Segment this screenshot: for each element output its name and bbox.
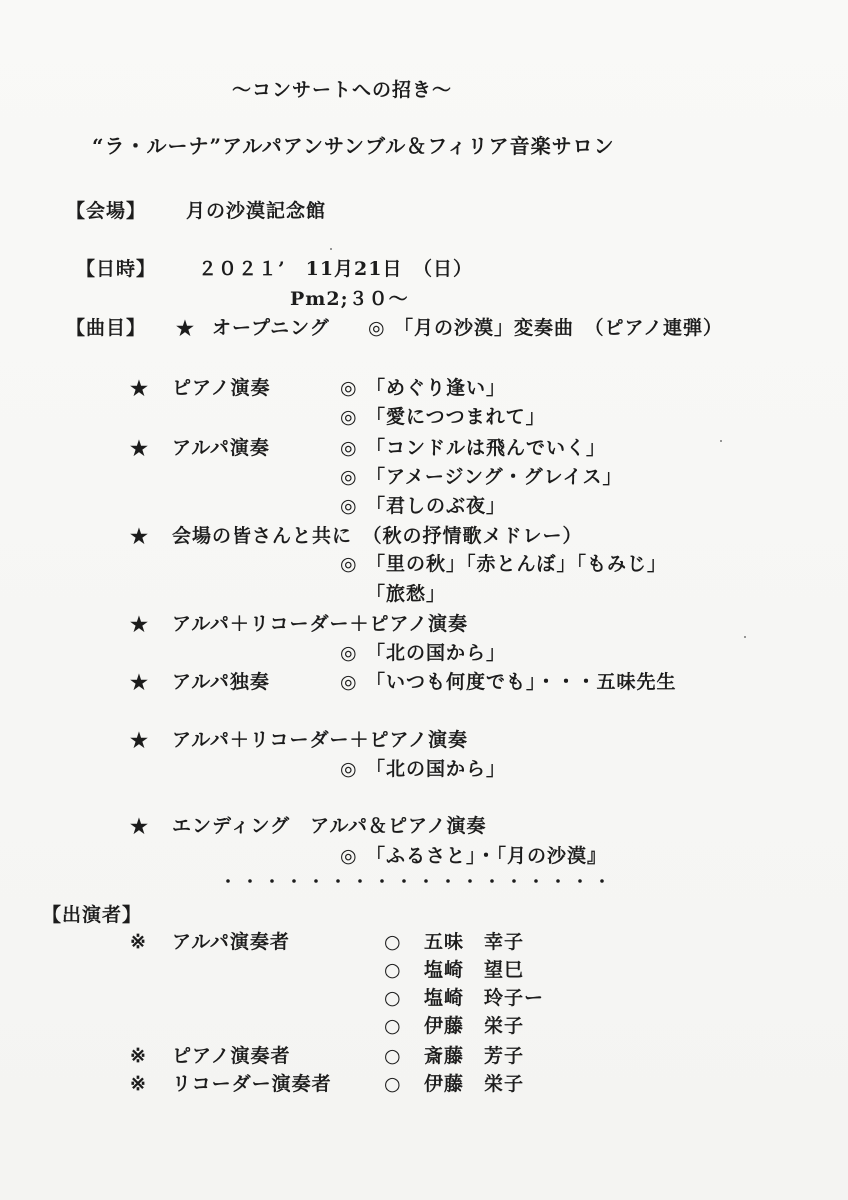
double-circle-icon: ◎ bbox=[340, 437, 358, 459]
arpa-performer-1: 五味 幸子 bbox=[424, 931, 525, 953]
datetime-date: ２０２１’ 11月21日 （日） bbox=[198, 258, 473, 280]
arpa-title: アルパ演奏 bbox=[172, 437, 270, 459]
arpa-song-1: 「コンドルは飛んでいく」 bbox=[366, 437, 607, 459]
circle-icon: ○ bbox=[384, 959, 402, 981]
venue-label: 【会場】 bbox=[66, 200, 147, 222]
trio1-song: 「北の国から」 bbox=[366, 642, 507, 664]
arpa-role: アルパ演奏者 bbox=[172, 931, 290, 953]
performers-label: 【出演者】 bbox=[42, 904, 143, 926]
circle-icon: ○ bbox=[384, 987, 402, 1009]
opening-title: オープニング bbox=[212, 317, 330, 339]
ending-song: 「ふるさと」・「月の沙漠』 bbox=[366, 845, 608, 867]
piano-title: ピアノ演奏 bbox=[172, 377, 271, 399]
solo-title: アルパ独奏 bbox=[172, 671, 270, 693]
arpa-song-2: 「アメージング・グレイス」 bbox=[366, 466, 623, 488]
star-icon: ★ bbox=[130, 670, 149, 694]
double-circle-icon: ◎ bbox=[340, 466, 358, 488]
scan-speck bbox=[330, 248, 332, 250]
double-circle-icon: ◎ bbox=[340, 406, 358, 428]
star-icon: ★ bbox=[130, 376, 149, 400]
double-circle-icon: ◎ bbox=[340, 845, 358, 867]
double-circle-icon: ◎ bbox=[340, 377, 358, 399]
datetime-label: 【日時】 bbox=[76, 258, 157, 280]
star-icon: ★ bbox=[130, 612, 149, 636]
circle-icon: ○ bbox=[384, 931, 402, 953]
double-circle-icon: ◎ bbox=[340, 758, 358, 780]
circle-icon: ○ bbox=[384, 1015, 402, 1037]
star-icon: ★ bbox=[130, 524, 149, 548]
solo-song: 「いつも何度でも」・・・五味先生 bbox=[366, 671, 677, 693]
arpa-performer-3: 塩崎 玲子ー bbox=[424, 987, 545, 1009]
recorder-performer: 伊藤 栄子 bbox=[424, 1073, 525, 1095]
star-icon: ★ bbox=[130, 436, 149, 460]
double-circle-icon: ◎ bbox=[340, 495, 358, 517]
piano-song-2: 「愛につつまれて」 bbox=[366, 406, 546, 428]
piano-song-1: 「めぐり逢い」 bbox=[366, 377, 507, 399]
scan-speck bbox=[720, 440, 722, 442]
reference-mark-icon: ※ bbox=[130, 1045, 147, 1067]
arpa-song-3: 「君しのぶ夜」 bbox=[366, 495, 507, 517]
opening-song: 「月の沙漠」変奏曲 （ピアノ連弾） bbox=[394, 317, 723, 339]
together-songs: 「里の秋」「赤とんぼ」「もみじ」 bbox=[366, 553, 668, 575]
trio1-title: アルパ＋リコーダー＋ピアノ演奏 bbox=[172, 613, 469, 635]
double-circle-icon: ◎ bbox=[340, 642, 358, 664]
page-subtitle: “ラ・ルーナ”アルパアンサンブル＆フィリア音楽サロン bbox=[92, 134, 615, 158]
circle-icon: ○ bbox=[384, 1073, 402, 1095]
program-label: 【曲目】 bbox=[66, 317, 147, 339]
double-circle-icon: ◎ bbox=[368, 317, 386, 339]
together-songs-2: 「旅愁」 bbox=[366, 583, 447, 605]
double-circle-icon: ◎ bbox=[340, 553, 358, 575]
star-icon: ★ bbox=[130, 728, 149, 752]
dotted-separator: ・・・・・・・・・・・・・・・・・・ bbox=[220, 872, 617, 891]
arpa-performer-2: 塩崎 望巳 bbox=[424, 959, 525, 981]
trio2-title: アルパ＋リコーダー＋ピアノ演奏 bbox=[172, 729, 469, 751]
arpa-performer-4: 伊藤 栄子 bbox=[424, 1015, 525, 1037]
star-icon: ★ bbox=[176, 316, 195, 340]
datetime-time: Pm2;３０～ bbox=[290, 288, 409, 310]
page-title: ～コンサートへの招き～ bbox=[232, 79, 453, 101]
recorder-role: リコーダー演奏者 bbox=[172, 1073, 332, 1095]
scan-speck bbox=[744, 636, 746, 638]
circle-icon: ○ bbox=[384, 1045, 402, 1067]
star-icon: ★ bbox=[130, 814, 149, 838]
double-circle-icon: ◎ bbox=[340, 671, 358, 693]
piano-performer: 斎藤 芳子 bbox=[424, 1045, 525, 1067]
trio2-song: 「北の国から」 bbox=[366, 758, 507, 780]
reference-mark-icon: ※ bbox=[130, 1073, 147, 1095]
piano-role: ピアノ演奏者 bbox=[172, 1045, 291, 1067]
ending-title: エンディング アルパ＆ピアノ演奏 bbox=[172, 815, 487, 837]
venue-value: 月の沙漠記念館 bbox=[186, 200, 327, 222]
reference-mark-icon: ※ bbox=[130, 931, 147, 953]
together-title: 会場の皆さんと共に （秋の抒情歌メドレー） bbox=[172, 525, 583, 547]
